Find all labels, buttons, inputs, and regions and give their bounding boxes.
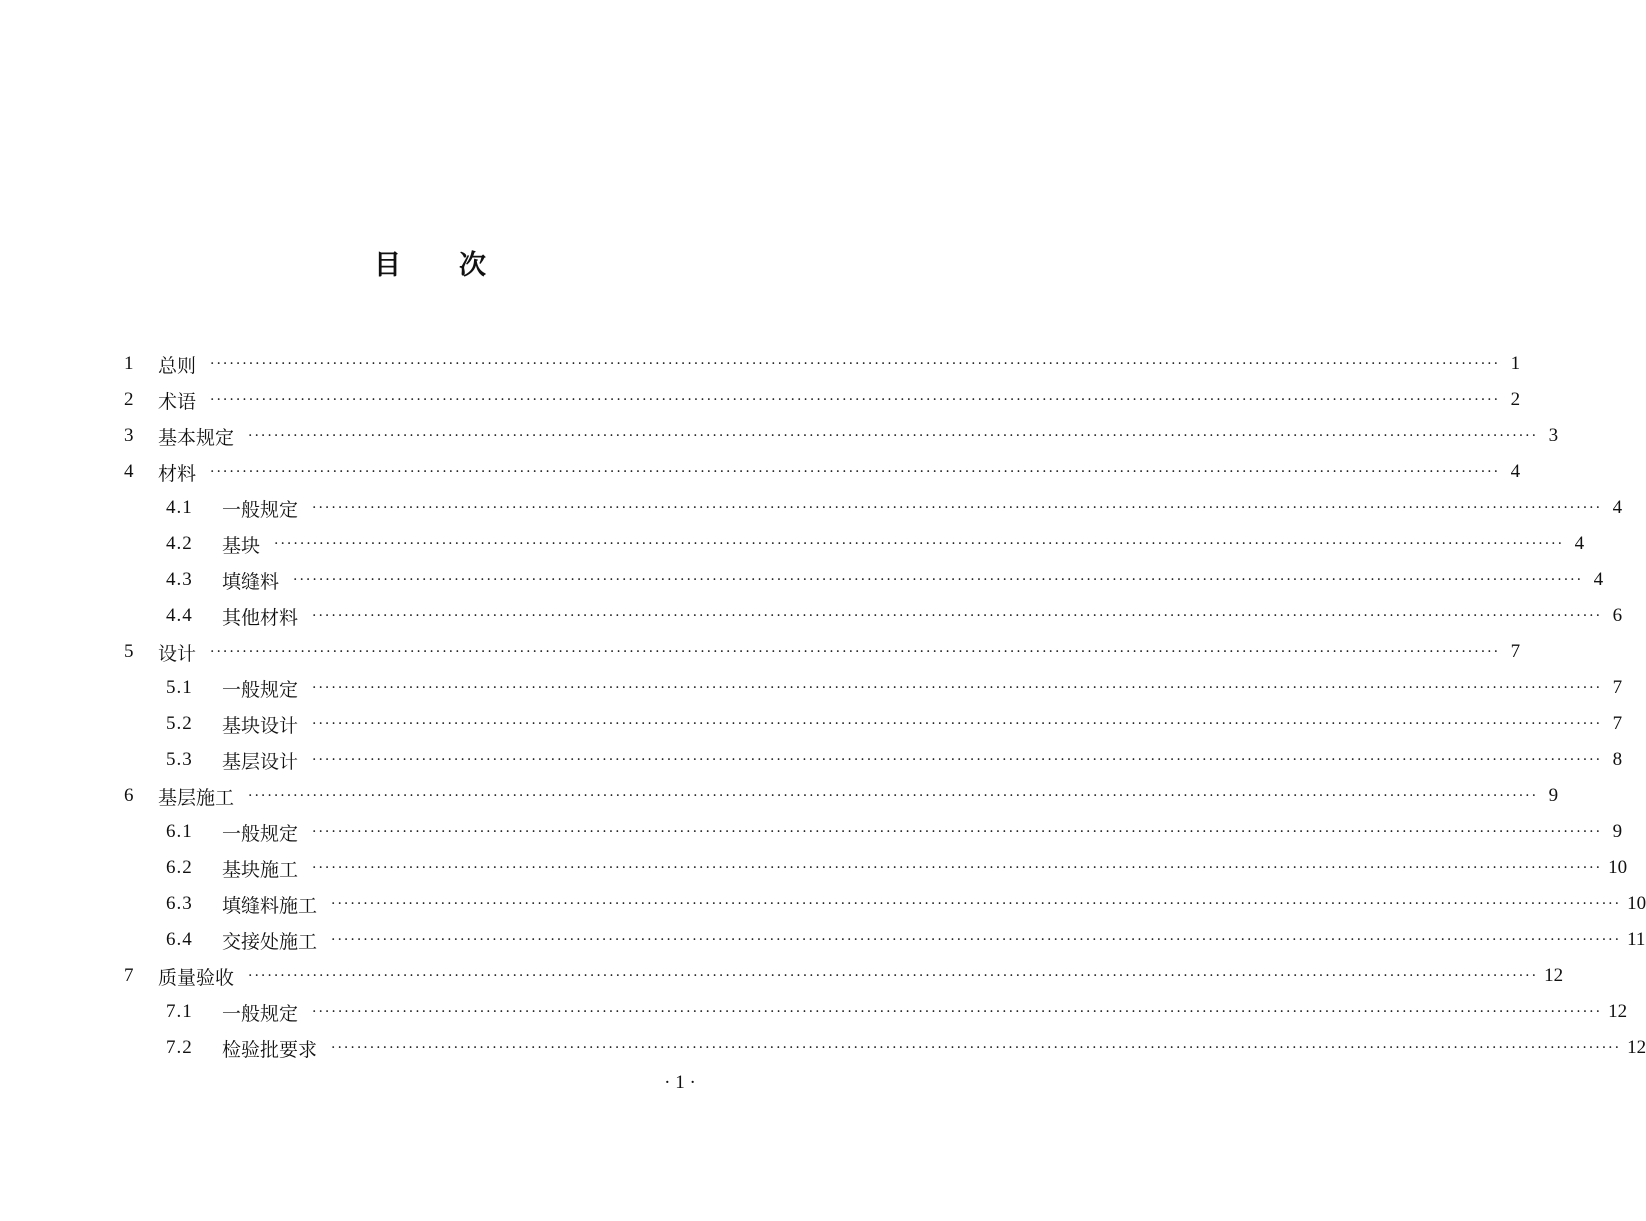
toc-entry-title: 基层施工 — [158, 786, 235, 809]
toc-dot-leader: ········································································································································································································ — [312, 752, 1603, 768]
toc-entry-number: 5.1 — [166, 677, 193, 698]
toc-entry-title: 一般规定 — [222, 678, 299, 701]
toc-chapter-entry[interactable] — [124, 454, 1521, 490]
toc-entry-number: 3 — [124, 425, 134, 446]
toc-entry-number: 5.2 — [166, 713, 193, 734]
toc-entry-page: 10 — [1627, 893, 1646, 914]
toc-entry-page: 7 — [1612, 713, 1623, 734]
toc-entry-title: 一般规定 — [222, 498, 299, 521]
toc-dot-leader: ········································································································································································································ — [312, 1004, 1603, 1020]
toc-entry-page: 1 — [1510, 353, 1521, 374]
toc-dot-leader: ········································································································································································································ — [248, 968, 1539, 984]
toc-entry-page: 9 — [1612, 821, 1623, 842]
toc-section-entry[interactable] — [124, 742, 1623, 778]
toc-entry-title: 其他材料 — [222, 606, 299, 629]
toc-entry-number: 4.2 — [166, 533, 193, 554]
toc-entry-page: 7 — [1510, 641, 1521, 662]
toc-section-entry[interactable] — [124, 562, 1604, 598]
toc-entry-page: 11 — [1627, 929, 1646, 950]
toc-dot-leader: ········································································································································································································ — [248, 428, 1539, 444]
toc-entry-number: 7.1 — [166, 1001, 193, 1022]
toc-entry-number: 6.2 — [166, 857, 193, 878]
toc-dot-leader: ········································································································································································································ — [331, 1040, 1622, 1056]
toc-entry-page: 12 — [1544, 965, 1564, 986]
toc-dot-leader: ········································································································································································································ — [312, 860, 1603, 876]
toc-entry-title: 总则 — [158, 354, 197, 377]
toc-dot-leader: ········································································································································································································ — [293, 572, 1584, 588]
toc-dot-leader: ········································································································································································································ — [312, 824, 1603, 840]
toc-entry-title: 交接处施工 — [222, 930, 318, 953]
toc-chapter-entry[interactable] — [124, 778, 1559, 814]
toc-chapter-entry[interactable] — [124, 418, 1559, 454]
toc-entry-title: 设计 — [158, 642, 197, 665]
toc-entry-number: 7.2 — [166, 1037, 193, 1058]
toc-entry-title: 基层设计 — [222, 750, 299, 773]
toc-section-entry[interactable] — [124, 1030, 1646, 1066]
toc-entry-page: 10 — [1608, 857, 1628, 878]
toc-dot-leader: ········································································································································································································ — [312, 500, 1603, 516]
toc-entry-title: 一般规定 — [222, 1002, 299, 1025]
toc-entry-number: 4 — [124, 461, 134, 482]
toc-entry-title: 基本规定 — [158, 426, 235, 449]
toc-entry-number: 7 — [124, 965, 134, 986]
toc-entry-page: 6 — [1612, 605, 1623, 626]
toc-entry-number: 6.3 — [166, 893, 193, 914]
page-title — [0, 246, 860, 286]
toc-entry-title: 基块 — [222, 534, 261, 557]
toc-dot-leader: ········································································································································································································ — [274, 536, 1565, 552]
toc-entry-number: 6.4 — [166, 929, 193, 950]
toc-dot-leader: ········································································································································································································ — [331, 932, 1622, 948]
toc-section-entry[interactable] — [124, 814, 1623, 850]
toc-chapter-entry[interactable] — [124, 958, 1564, 994]
toc-entry-page: 8 — [1612, 749, 1623, 770]
toc-entry-number: 5 — [124, 641, 134, 662]
toc-section-entry[interactable] — [124, 994, 1628, 1030]
toc-dot-leader: ········································································································································································································ — [210, 644, 1501, 660]
toc-dot-leader: ········································································································································································································ — [331, 896, 1622, 912]
toc-dot-leader: ········································································································································································································ — [248, 788, 1539, 804]
toc-section-entry[interactable] — [124, 670, 1623, 706]
toc-entry-page: 4 — [1510, 461, 1521, 482]
toc-entry-number: 2 — [124, 389, 134, 410]
toc-entry-page: 2 — [1510, 389, 1521, 410]
toc-dot-leader: ········································································································································································································ — [210, 464, 1501, 480]
toc-section-entry[interactable] — [124, 922, 1646, 958]
toc-section-entry[interactable] — [124, 598, 1623, 634]
toc-entry-title: 一般规定 — [222, 822, 299, 845]
toc-dot-leader: ········································································································································································································ — [312, 608, 1603, 624]
toc-chapter-entry[interactable] — [124, 382, 1521, 418]
toc-section-entry[interactable] — [124, 490, 1623, 526]
toc-entry-number: 5.3 — [166, 749, 193, 770]
toc-entry-page: 4 — [1593, 569, 1604, 590]
toc-entry-page: 3 — [1548, 425, 1559, 446]
toc-section-entry[interactable] — [124, 850, 1628, 886]
toc-entry-page: 12 — [1627, 1037, 1646, 1058]
table-of-contents — [124, 346, 1646, 1066]
toc-dot-leader: ········································································································································································································ — [312, 716, 1603, 732]
toc-entry-title: 基块施工 — [222, 858, 299, 881]
toc-entry-number: 4.4 — [166, 605, 193, 626]
toc-dot-leader: ········································································································································································································ — [312, 680, 1603, 696]
toc-section-entry[interactable] — [124, 526, 1585, 562]
page-title-char-1: 目 — [374, 250, 401, 281]
toc-entry-page: 7 — [1612, 677, 1623, 698]
toc-entry-number: 1 — [124, 353, 134, 374]
toc-entry-number: 6.1 — [166, 821, 193, 842]
toc-section-entry[interactable] — [124, 706, 1623, 742]
page-title-char-2: 次 — [459, 250, 486, 281]
page-number: · 1 · — [664, 1072, 696, 1093]
toc-entry-title: 质量验收 — [158, 966, 235, 989]
toc-entry-title: 检验批要求 — [222, 1038, 318, 1061]
toc-dot-leader: ········································································································································································································ — [210, 356, 1501, 372]
toc-entry-number: 6 — [124, 785, 134, 806]
toc-section-entry[interactable] — [124, 886, 1646, 922]
toc-dot-leader: ········································································································································································································ — [210, 392, 1501, 408]
toc-chapter-entry[interactable] — [124, 634, 1521, 670]
toc-entry-title: 基块设计 — [222, 714, 299, 737]
toc-entry-page: 4 — [1612, 497, 1623, 518]
toc-entry-title: 填缝料施工 — [222, 894, 318, 917]
toc-entry-number: 4.3 — [166, 569, 193, 590]
toc-entry-title: 材料 — [158, 462, 197, 485]
toc-entry-title: 填缝料 — [222, 570, 280, 593]
toc-entry-page: 9 — [1548, 785, 1559, 806]
toc-entry-title: 术语 — [158, 390, 197, 413]
toc-entry-number: 4.1 — [166, 497, 193, 518]
toc-entry-page: 4 — [1574, 533, 1585, 554]
toc-chapter-entry[interactable] — [124, 346, 1521, 382]
toc-entry-page: 12 — [1608, 1001, 1628, 1022]
